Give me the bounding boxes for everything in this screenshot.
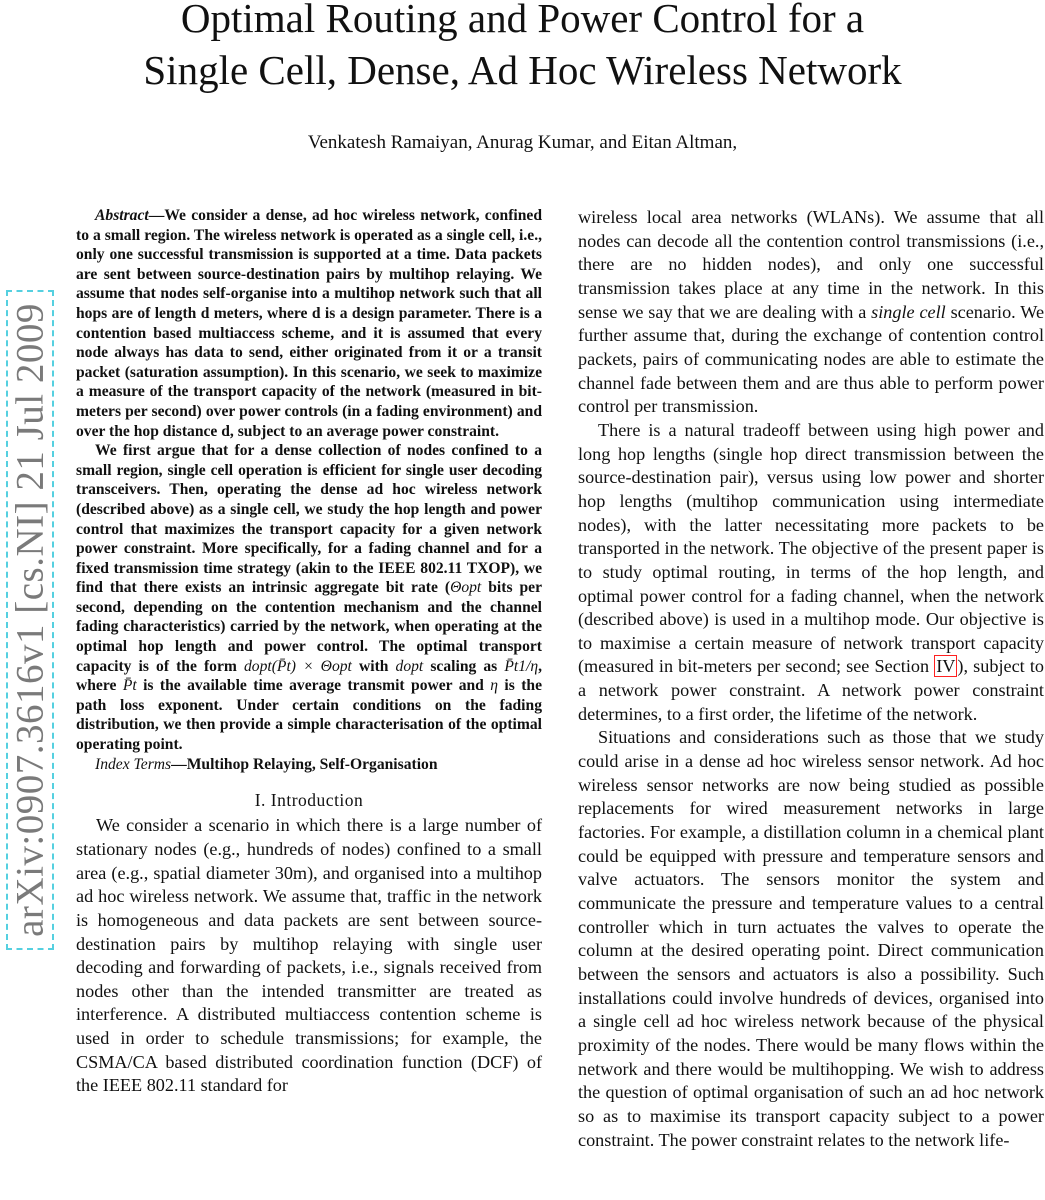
abstract-text-2e: , where: [76, 657, 542, 695]
intro-paragraph-2: [578, 419, 1044, 727]
d-opt-symbol: dopt: [395, 657, 424, 675]
intro-continued-text-a: wireless local area networks (WLANs). We assume that all nodes can decode all the contention control transmissions (i.e., there are no hidden nodes), and only one successful transmission takes place at any time in the network. In this sense we say that we are dealing with a: [578, 207, 1044, 322]
left-column: [76, 206, 542, 1098]
index-terms-label: Index Terms: [95, 755, 172, 773]
eta-symbol: η: [490, 677, 499, 695]
abstract-text-2a: We first argue that for a dense collection of nodes confined to a small region, single cell operation is efficient for single user decoding transceivers. Then, operating the dense ad hoc wireless network (described above) as a single cell, we study the hop length and power control that maximizes the transport capacity for a given network power constraint. More specifically, for a fading channel and for a fixed transmission time strategy (akin to the IEEE 802.11 TXOP), we find that there exists an intrinsic aggregate bit rate (: [76, 442, 542, 597]
intro-paragraph-1: We consider a scenario in which there is a large number of stationary nodes (e.g., hundreds of nodes) confined to a small area (e.g., spatial diameter 30m), and organised into a multihop ad hoc wireless network. We assume that, traffic in the network is homogeneous and data packets are sent between source-destination pairs by multihop relaying with single user decoding and forwarding of packets, i.e., signals received from nodes other than the intended transmitter are treated as interference. A distributed multiaccess contention scheme is used in order to schedule transmissions; for example, the CSMA/CA based distributed coordination function (DCF) of the IEEE 802.11 standard for: [76, 815, 542, 1096]
title-line-1: Optimal Routing and Power Control for a: [180, 0, 865, 41]
scaling-expression: P̄t1/η: [504, 657, 539, 675]
section-heading-introduction: I. Introduction: [254, 790, 364, 811]
section-iv-link[interactable]: IV: [936, 656, 956, 677]
arxiv-identifier: arXiv:0907.3616v1 [cs.NI] 21 Jul 2009: [8, 303, 52, 937]
pt-symbol: P̄t: [122, 677, 137, 695]
right-column: [578, 206, 1044, 1152]
abstract-text-2c: with: [351, 657, 396, 675]
abstract-text-2g: is the path loss exponent. Under certain conditions on the fading distribution, we then provide a simple characterisation of the optimal operating point.: [76, 677, 543, 754]
index-terms: [76, 755, 542, 775]
intro-paragraph-2-text-b: ), subject to a network power constraint. A network power constraint determines, to a first order, the lifetime of the network.: [578, 656, 1044, 724]
index-terms-text: —Multihop Relaying, Self-Organisation: [171, 755, 438, 773]
abstract-paragraph-2: [76, 441, 542, 755]
abstract-text-2b: bits per second, depending on the contention mechanism and the channel fading characteristics) carried by the network, when operating at the optimal hop length and power control. The optimal transport capacity is of the form: [76, 579, 543, 675]
abstract-text-2f: is the available time average transmit power and: [136, 677, 491, 695]
single-cell-emphasis: single cell: [871, 301, 946, 322]
abstract-text-1: —We consider a dense, ad hoc wireless network, confined to a small region. The wireless network is operated as a single cell, i.e., only one successful transmission is supported at a time. Data packets are sent between source-destination pairs by multihop relaying. We assume that nodes self-organise into a multihop network such that all hops are of length d meters, where d is a design parameter. There is a contention based multiaccess scheme, and it is assumed that every node always has data to send, either originated from it or a transit packet (saturation assumption). In this scenario, we seek to maximize a measure of the transport capacity of the network (measured in bit-meters per second) over power controls (in a fading environment) and over the hop distance d, subject to an average power constraint.: [76, 207, 542, 440]
abstract-text-2d: scaling as: [423, 657, 505, 675]
author-list: Venkatesh Ramaiyan, Anurag Kumar, and Eitan Altman,: [307, 132, 738, 153]
intro-paragraph-1-continued: [578, 206, 1044, 419]
paper-title: [0, 0, 1045, 96]
intro-paragraph-3: Situations and considerations such as those that we study could arise in a dense ad hoc wireless sensor network. Ad hoc wireless sensor networks are now being studied as possible replacements for wired measurement networks in large factories. For example, a distillation column in a chemical plant could be equipped with pressure and temperature sensors and valve actuators. The sensors monitor the system and communicate the pressure and temperature values to a central controller which in turn actuates the valves to operate the column at the desired operating point. Direct communication between the sensors and actuators is also a possibility. Such installations could involve hundreds of devices, organised into a single cell ad hoc wireless network because of the physical proximity of the nodes. There would be many flows within the network and there would be multihopping. We wish to address the question of optimal organisation of such an ad hoc network so as to maximise its transport capacity subject to a power constraint. The power constraint relates to the network life-: [578, 727, 1044, 1150]
intro-paragraph-2-text-a: There is a natural tradeoff between using high power and long hop lengths (single hop direct transmission between the source-destination pair), versus using low power and shorter hop lengths (multihop communication using intermediate nodes), with the latter necessitating more packets to be transported in the network. The objective of the present paper is to study optimal routing, in terms of the hop length, and optimal power control for a fading channel, when the network (described above) is used in a multihop mode. Our objective is to maximise a certain measure of network transport capacity (measured in bit-meters per second; see Section: [578, 419, 1044, 677]
capacity-form-expression: dopt(P̄t) × Θopt: [244, 657, 352, 675]
title-line-2: Single Cell, Dense, Ad Hoc Wireless Network: [143, 47, 902, 93]
theta-opt-symbol: Θopt: [450, 579, 482, 597]
abstract-label: Abstract: [95, 207, 149, 224]
intro-continued-text-b: scenario. We further assume that, during the exchange of contention control packets, pairs of communicating nodes are able to estimate the channel fade between them and are thus able to perform power control per transmission.: [578, 301, 1045, 417]
abstract-paragraph-1: [76, 206, 542, 441]
